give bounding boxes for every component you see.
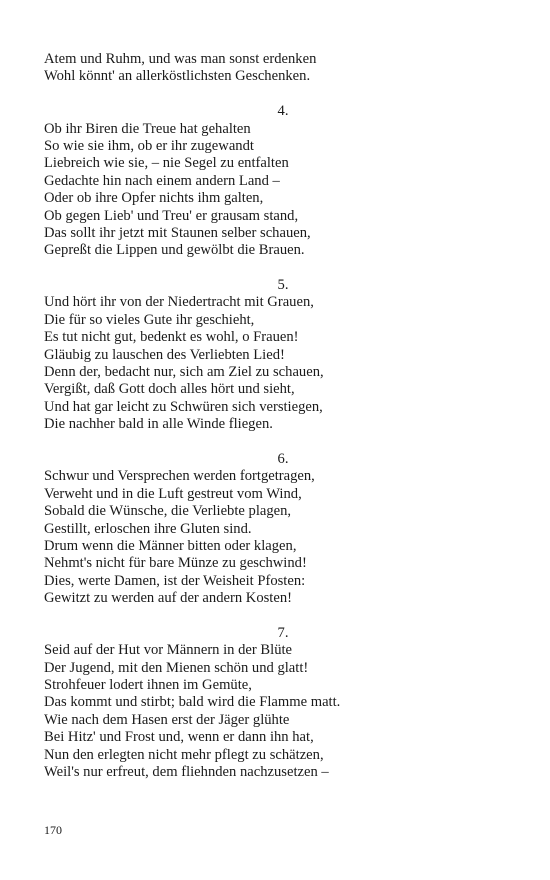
verse-line: Atem und Ruhm, und was man sonst erdenken bbox=[44, 51, 317, 67]
verse-line: Gepreßt die Lippen und gewölbt die Brauen. bbox=[44, 242, 305, 259]
verse-line: Es tut nicht gut, bedenkt es wohl, o Frauen! bbox=[44, 329, 299, 346]
verse-line: So wie sie ihm, ob er ihr zugewandt bbox=[44, 137, 254, 154]
stanza-number: 5. bbox=[277, 277, 289, 294]
verse-line: Schwur und Versprechen werden fortgetragen, bbox=[44, 468, 315, 485]
verse-line: Wie nach dem Hasen erst der Jäger glühte bbox=[44, 711, 290, 728]
verse-line: Drum wenn die Männer bitten oder klagen, bbox=[44, 537, 297, 554]
verse-line: Das kommt und stirbt; bald wird die Flamme matt. bbox=[44, 694, 341, 711]
verse-line: Gewitzt zu werden auf der andern Kosten! bbox=[44, 590, 292, 607]
verse-line: Das sollt ihr jetzt mit Staunen selber schauen, bbox=[44, 224, 311, 241]
verse-line: Ob ihr Biren die Treue hat gehalten bbox=[44, 120, 251, 137]
stanza-5 bbox=[44, 277, 514, 434]
verse-line: Und hört ihr von der Niedertracht mit Grauen, bbox=[44, 294, 314, 311]
verse-line: Bei Hitz' und Frost und, wenn er dann ihn hat, bbox=[44, 729, 314, 746]
verse-line: Gestillt, erloschen ihre Gluten sind. bbox=[44, 520, 252, 537]
verse-line: Nun den erlegten nicht mehr pflegt zu schätzen, bbox=[44, 746, 324, 763]
stanza-7 bbox=[44, 625, 514, 782]
stanza-number: 7. bbox=[277, 624, 289, 641]
verse-line: Der Jugend, mit den Mienen schön und glatt! bbox=[44, 659, 309, 676]
verse-line: Wohl könnt' an allerköstlichsten Geschenken. bbox=[44, 68, 311, 85]
stanza-6 bbox=[44, 451, 514, 608]
verse-line: Strohfeuer lodert ihnen im Gemüte, bbox=[44, 677, 252, 694]
verse-line: Sobald die Wünsche, die Verliebte plagen, bbox=[44, 503, 292, 520]
verse-line: Liebreich wie sie, – nie Segel zu entfalten bbox=[44, 155, 289, 172]
verse-line: Dies, werte Damen, ist der Weisheit Pfosten: bbox=[44, 572, 306, 589]
verse-line: Und hat gar leicht zu Schwüren sich verstiegen, bbox=[44, 398, 323, 415]
stanza-number: 4. bbox=[277, 103, 289, 120]
verse-line: Gedachte hin nach einem andern Land – bbox=[44, 172, 280, 189]
verse-line: Ob gegen Lieb' und Treu' er grausam stand, bbox=[44, 207, 299, 224]
verse-line: Die nachher bald in alle Winde fliegen. bbox=[44, 416, 273, 433]
stanza-4 bbox=[44, 103, 514, 260]
verse-line: Nehmt's nicht für bare Münze zu geschwind! bbox=[44, 555, 307, 572]
page-number: 170 bbox=[44, 823, 62, 837]
stanza-number: 6. bbox=[277, 450, 289, 467]
poem-text bbox=[44, 51, 514, 781]
verse-line: Verweht und in die Luft gestreut vom Wind, bbox=[44, 485, 302, 502]
verse-line: Vergißt, daß Gott doch alles hört und sieht, bbox=[44, 381, 295, 398]
verse-line: Denn der, bedacht nur, sich am Ziel zu schauen, bbox=[44, 364, 324, 381]
verse-line: Seid auf der Hut vor Männern in der Blüte bbox=[44, 642, 293, 659]
opening-lines bbox=[44, 51, 514, 86]
verse-line: Weil's nur erfreut, dem fliehnden nachzusetzen – bbox=[44, 764, 329, 781]
verse-line: Oder ob ihre Opfer nichts ihm galten, bbox=[44, 190, 264, 207]
verse-line: Die für so vieles Gute ihr geschieht, bbox=[44, 311, 255, 328]
verse-line: Gläubig zu lauschen des Verliebten Lied! bbox=[44, 346, 285, 363]
